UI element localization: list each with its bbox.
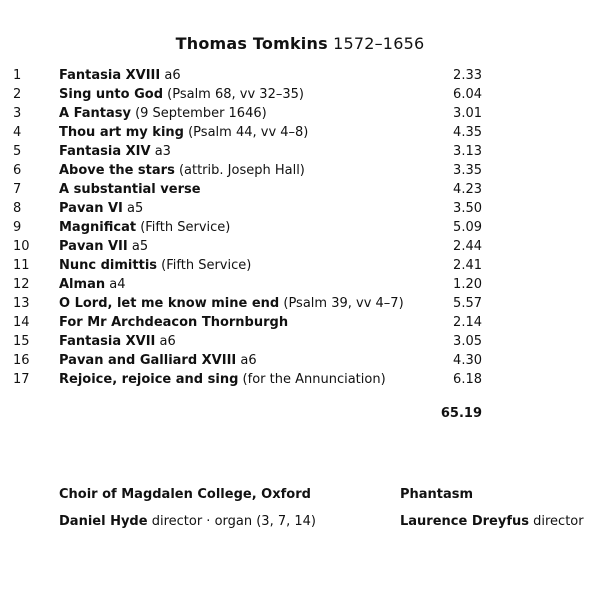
track-duration: 3.13: [453, 144, 482, 159]
choir-name: Choir of Magdalen College, Oxford: [59, 487, 311, 502]
track-detail: (9 September 1646): [135, 106, 267, 121]
track-duration: 5.09: [453, 220, 482, 235]
track-detail: a3: [154, 144, 171, 159]
track-title: For Mr Archdeacon Thornburgh: [59, 315, 289, 330]
track-detail: a6: [240, 353, 257, 368]
page-title: [0, 34, 600, 53]
track-title: Rejoice, rejoice and sing: [59, 372, 239, 387]
track-duration: 2.44: [453, 239, 482, 254]
track-duration: 3.35: [453, 163, 482, 178]
track-number: 15: [13, 334, 30, 349]
track-row: [0, 161, 600, 180]
track-row: [0, 332, 600, 351]
track-duration: 6.18: [453, 372, 482, 387]
track-title: Sing unto God: [59, 87, 163, 102]
track-title: Pavan and Galliard XVIII: [59, 353, 237, 368]
track-duration: 3.01: [453, 106, 482, 121]
track-duration: 5.57: [453, 296, 482, 311]
track-detail: a6: [164, 68, 181, 83]
track-piece: [59, 161, 305, 180]
track-row: [0, 370, 600, 389]
track-number: 8: [13, 201, 22, 216]
track-piece: [59, 218, 230, 237]
track-row: [0, 142, 600, 161]
track-piece: [59, 275, 125, 294]
track-duration: 4.35: [453, 125, 482, 140]
track-number: 16: [13, 353, 30, 368]
track-row: [0, 351, 600, 370]
ensemble-director: [400, 512, 584, 531]
track-piece: [59, 180, 201, 199]
track-row: [0, 256, 600, 275]
track-detail: (Fifth Service): [140, 220, 231, 235]
track-number: 11: [13, 258, 30, 273]
track-piece: [59, 104, 267, 123]
track-piece: [59, 313, 288, 332]
track-number: 12: [13, 277, 30, 292]
track-piece: [59, 123, 308, 142]
track-duration: 2.33: [453, 68, 482, 83]
track-detail: (Psalm 44, vv 4–8): [188, 125, 309, 140]
track-number: 5: [13, 144, 22, 159]
track-title: Thou art my king: [59, 125, 184, 140]
track-piece: [59, 332, 176, 351]
track-row: [0, 199, 600, 218]
track-duration: 4.23: [453, 182, 482, 197]
track-row: [0, 180, 600, 199]
track-row: [0, 237, 600, 256]
choir-director-name: Daniel Hyde: [59, 514, 148, 529]
track-piece: [59, 351, 257, 370]
track-title: Fantasia XVII: [59, 334, 156, 349]
track-piece: [59, 370, 386, 389]
track-piece: [59, 294, 404, 313]
track-number: 1: [13, 68, 22, 83]
track-title: Pavan VII: [59, 239, 128, 254]
choir-director: [59, 512, 316, 531]
track-detail: (Fifth Service): [161, 258, 252, 273]
track-number: 13: [13, 296, 30, 311]
track-row: [0, 85, 600, 104]
track-row: [0, 123, 600, 142]
track-piece: [59, 237, 148, 256]
track-detail: (Psalm 68, vv 32–35): [167, 87, 304, 102]
track-duration: 2.14: [453, 315, 482, 330]
track-detail: (attrib. Joseph Hall): [178, 163, 305, 178]
track-title: Above the stars: [59, 163, 175, 178]
track-number: 4: [13, 125, 22, 140]
track-row: [0, 66, 600, 85]
track-number: 7: [13, 182, 22, 197]
track-title: Fantasia XVIII: [59, 68, 161, 83]
track-piece: [59, 199, 143, 218]
track-row: [0, 104, 600, 123]
track-row: [0, 294, 600, 313]
track-title: O Lord, let me know mine end: [59, 296, 280, 311]
track-detail: (Psalm 39, vv 4–7): [283, 296, 404, 311]
composer-name: Thomas Tomkins: [175, 34, 328, 53]
track-duration: 1.20: [453, 277, 482, 292]
track-piece: [59, 85, 304, 104]
track-title: Magnificat: [59, 220, 137, 235]
track-number: 2: [13, 87, 22, 102]
track-number: 14: [13, 315, 30, 330]
composer-dates: 1572–1656: [333, 34, 425, 53]
track-title: Fantasia XIV: [59, 144, 151, 159]
track-duration: 4.30: [453, 353, 482, 368]
track-detail: a5: [131, 239, 149, 254]
track-duration: 3.05: [453, 334, 482, 349]
ensemble-director-name: Laurence Dreyfus: [400, 514, 529, 529]
track-detail: a6: [159, 334, 176, 349]
track-number: 17: [13, 372, 30, 387]
track-duration: 3.50: [453, 201, 482, 216]
track-detail: a4: [109, 277, 126, 292]
track-title: A substantial verse: [59, 182, 201, 197]
track-title: Nunc dimittis: [59, 258, 158, 273]
track-piece: [59, 256, 251, 275]
total-time: 65.19: [440, 406, 482, 421]
track-detail: a5: [127, 201, 144, 216]
track-duration: 2.41: [453, 258, 482, 273]
track-row: [0, 313, 600, 332]
ensemble-name: Phantasm: [400, 487, 474, 502]
track-number: 9: [13, 220, 22, 235]
track-row: [0, 218, 600, 237]
choir-director-role: director · organ (3, 7, 14): [151, 514, 316, 529]
track-row: [0, 275, 600, 294]
track-piece: [59, 142, 171, 161]
track-number: 6: [13, 163, 22, 178]
track-number: 10: [13, 239, 30, 254]
track-piece: [59, 66, 181, 85]
track-duration: 6.04: [453, 87, 482, 102]
track-detail: (for the Annunciation): [242, 372, 386, 387]
track-title: A Fantasy: [59, 106, 131, 121]
track-title: Pavan VI: [59, 201, 123, 216]
track-title: Alman: [59, 277, 106, 292]
ensemble-director-role: director: [533, 514, 584, 529]
track-number: 3: [13, 106, 22, 121]
